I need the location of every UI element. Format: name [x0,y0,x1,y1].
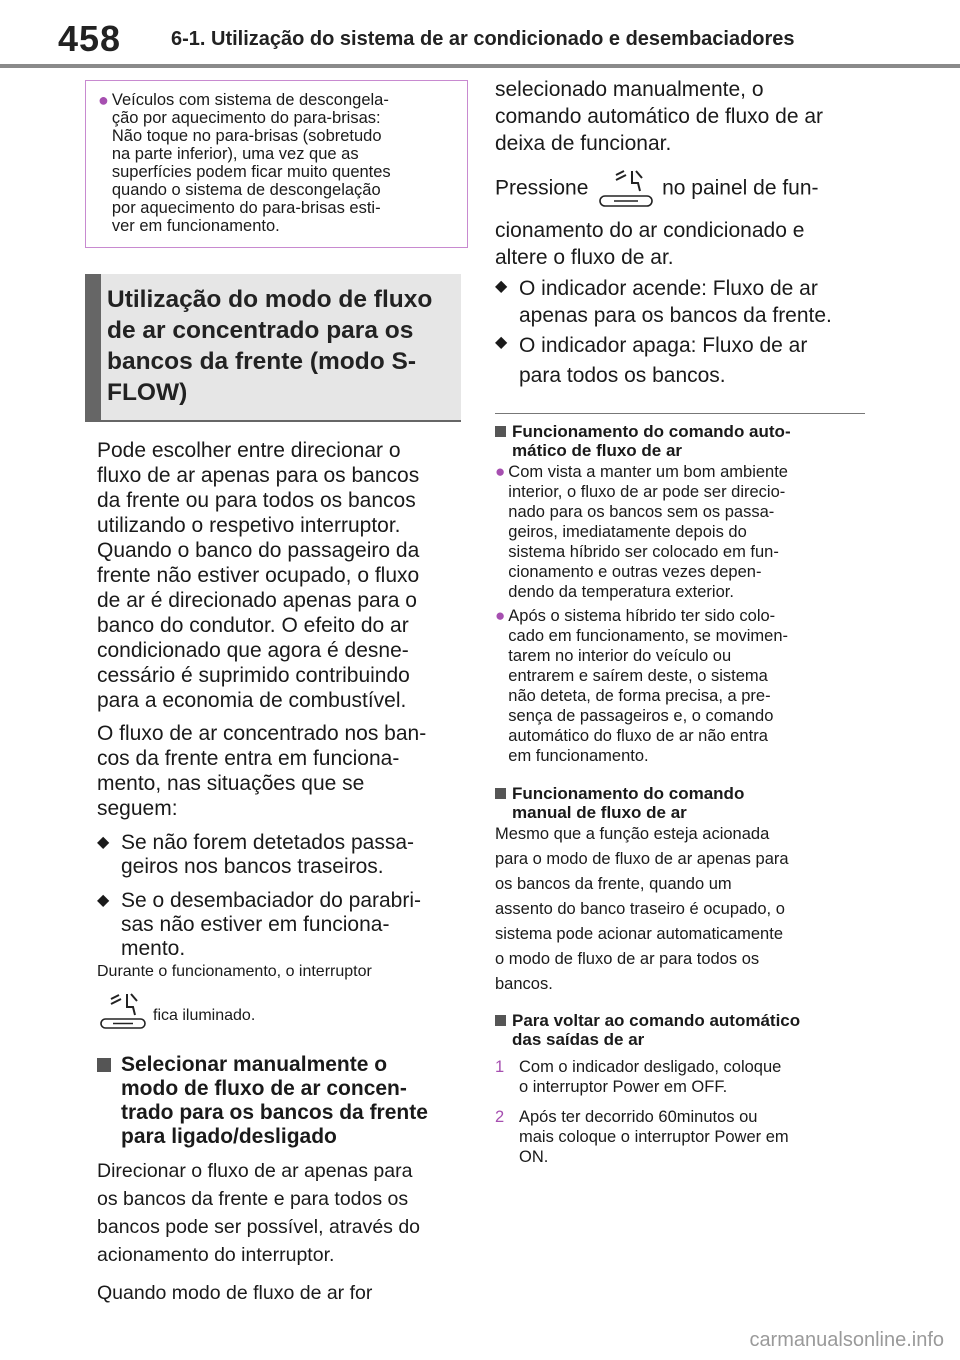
manual-mode-text: Quando modo de fluxo de ar for [97,1282,373,1304]
during-operation-text: Durante o funcionamento, o interruptor [97,963,372,980]
step-item: 1 Com o indicador desligado, coloque o interruptor Power em OFF. [495,1058,782,1096]
continued-paragraph: selecionado manualmente, o comando automático de fluxo de ar deixa de funcionar. [495,78,824,155]
page-header [0,0,960,64]
bullet-diamond-icon: ◆ [97,834,110,851]
step-item: 2 Após ter decorrido 60minutos ou mais coloque o interruptor Power em ON. [495,1108,789,1166]
list-item: ◆ Se não forem detetados passa- geiros nos bancos traseiros. [97,831,415,878]
note-box: ● Veículos com sistema de descongela- ção por aquecimento do para-brisas: Não toque no para-brisas (sobretudo na parte inferior), uma vez que as superfícies podem ficar muito quentes quando o sistema de descongelação por aquecimento do para-brisas esti- ver em funcionamento. [85,80,468,248]
list-item: ◆ O indicador apaga: Fluxo de ar para todos os bancos. [495,331,865,391]
list-item: ● Com vista a manter um bom ambiente interior, o fluxo de ar pode ser direcio- nado para os bancos sem os passa- geiros, imediatamente depois do sistema híbrido ser colocado em fun- cionamento e outras vezes depen- dendo da temperatura exterior. [495,462,788,601]
situations-paragraph: O fluxo de ar concentrado nos ban- cos da frente entra em funciona- mento, nas situações que se seguem: [97,722,427,820]
auto-airflow-heading: Funcionamento do comando auto- mático de fluxo de ar [495,422,865,460]
illuminated-text: fica iluminado. [153,1007,256,1024]
manual-airflow-heading: Funcionamento do comando manual de fluxo de ar [495,784,865,822]
left-column [97,80,467,1307]
list-item: ◆ O indicador acende: Fluxo de ar apenas para os bancos da frente. [495,277,832,327]
right-column [495,76,865,1167]
square-bullet-icon [495,788,506,799]
square-bullet-icon [495,1015,506,1026]
section-title: Utilização do modo de fluxo de ar concentrado para os bancos da frente (modo S- FLOW) [85,274,461,422]
square-bullet-icon [97,1058,111,1072]
list-item: ● Após o sistema híbrido ter sido colo- cado em funcionamento, se movimen- tarem no interior do veículo ou entrarem e saírem deste, o sistema não deteta, de forma precisa, a pre- sença de passageiros e, o comando automático do fluxo de ar não entra em funcionamento. [495,606,788,765]
manual-airflow-text: Mesmo que a função esteja acionada para o modo de fluxo de ar apenas para os bancos da frente, quando um assento do banco traseiro é ocupado, o sistema pode acionar automaticamente o modo de fluxo de ar para todos os bancos. [495,825,789,993]
restore-auto-heading: Para voltar ao comando automático das saídas de ar [495,1011,865,1049]
manual-select-heading: Selecionar manualmente o modo de fluxo de ar concen- trado para os bancos da frente para ligado/desligado [97,1053,467,1149]
intro-paragraph: Pode escolher entre direcionar o fluxo de ar apenas para os bancos da frente ou para todos os bancos utilizando o respetivo interruptor. Quando o banco do passageiro da frente não estiver ocupado, o fluxo de ar é direcionado apenas para o banco do condutor. O efeito do ar condicionado que agora é desne- cessário é suprimido contribuindo para a economia de combustível. O fluxo de ar concentrado nos ban- cos da frente entra em funciona- mento, nas situações que se seguem: [97,438,467,821]
bullet-dot-icon: ● [495,606,506,625]
step-number: 1 [495,1058,505,1076]
watermark: carmanualsonline.info [749,1329,944,1351]
bullet-diamond-icon: ◆ [495,334,508,351]
seat-airflow-switch-icon [594,169,656,209]
press-instruction: Pressione no painel de fun- cionamento do ar condicionado e altere o fluxo de ar. [495,169,865,271]
chapter-title: 6-1. Utilização do sistema de ar condicionado e desembaciadores [171,28,795,50]
bullet-diamond-icon: ◆ [97,892,110,909]
manual-select-text: Direcionar o fluxo de ar apenas para os bancos da frente e para todos os bancos pode ser possível, através do acionamento do interruptor. [97,1160,421,1266]
bullet-dot-icon: ● [98,90,109,110]
list-item: ◆ Se o desembaciador do parabri- sas não estiver em funciona- mento. [97,889,422,960]
section-divider [495,413,865,414]
step-number: 2 [495,1108,505,1126]
seat-airflow-switch-icon [97,991,149,1031]
square-bullet-icon [495,426,506,437]
bullet-dot-icon: ● [495,462,506,481]
header-divider [0,64,960,68]
bullet-diamond-icon: ◆ [495,278,508,295]
page-number: 458 [58,18,122,59]
